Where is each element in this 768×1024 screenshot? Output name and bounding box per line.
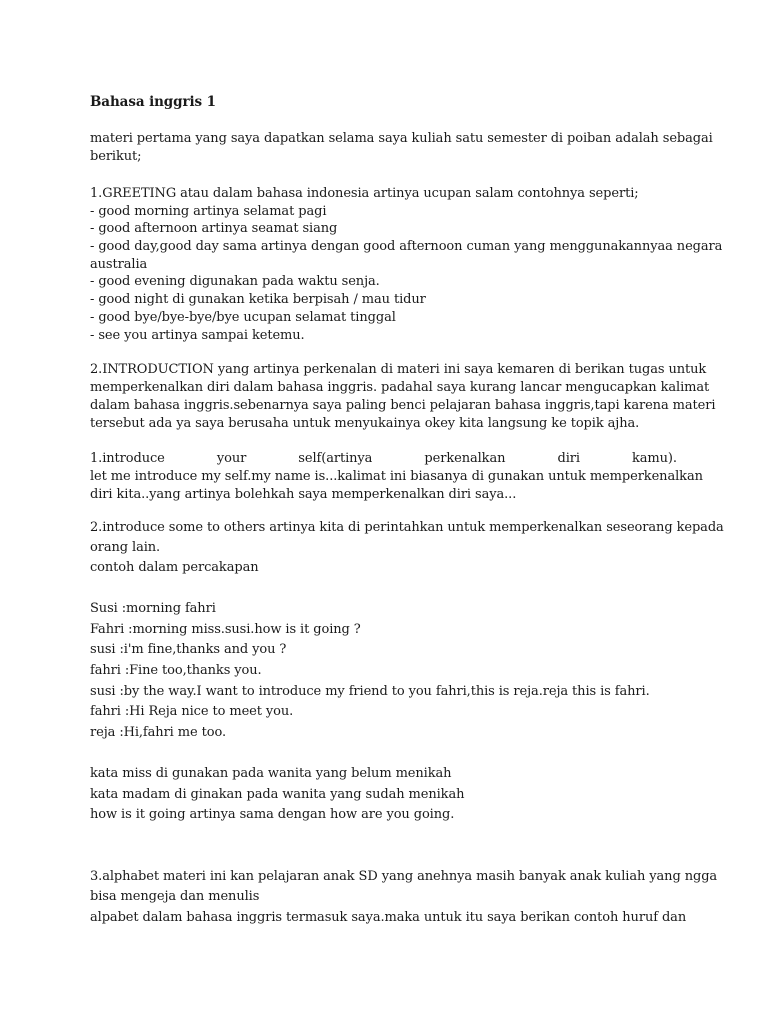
document-title: Bahasa inggris 1 — [90, 94, 216, 110]
heading-word: kamu). — [632, 451, 677, 466]
introduction-paragraph-line: memperkenalkan diri dalam bahasa inggris. padahal saya kurang lancar mengucapkan kalimat — [90, 380, 710, 395]
note-line: kata miss di gunakan pada wanita yang belum menikah — [90, 766, 452, 781]
note-line: kata madam di ginakan pada wanita yang sudah menikah — [90, 787, 465, 802]
intro-line-1: materi pertama yang saya dapatkan selama saya kuliah satu semester di poiban adalah sebagai — [90, 131, 713, 146]
greeting-item-continued: australia — [90, 257, 148, 272]
introduce-self-line: let me introduce my self.my name is...kalimat ini biasanya di gunakan untuk memperkenalkan — [90, 469, 703, 484]
intro-line-2: berikut; — [90, 149, 142, 164]
greeting-item: - see you artinya sampai ketemu. — [90, 328, 305, 343]
heading-word: self(artinya — [298, 451, 373, 466]
introduce-self-line: diri kita..yang artinya bolehkah saya memperkenalkan diri saya... — [90, 487, 517, 502]
heading-word: your — [216, 451, 247, 466]
greeting-heading: 1.GREETING atau dalam bahasa indonesia artinya ucupan salam contohnya seperti; — [90, 186, 639, 201]
introduce-others-line: contoh dalam percakapan — [90, 560, 259, 575]
greeting-item: - good night di gunakan ketika berpisah / mau tidur — [90, 292, 426, 307]
dialogue-line: susi :by the way.I want to introduce my friend to you fahri,this is reja.reja this is fahri. — [90, 684, 650, 699]
alphabet-line: alpabet dalam bahasa inggris termasuk saya.maka untuk itu saya berikan contoh huruf dan — [90, 910, 687, 925]
dialogue-line: susi :i'm fine,thanks and you ? — [90, 642, 287, 657]
dialogue-line: reja :Hi,fahri me too. — [90, 725, 227, 740]
introduce-others-line: 2.introduce some to others artinya kita di perintahkan untuk memperkenalkan seseorang kepada — [90, 520, 724, 535]
alphabet-line: bisa mengeja dan menulis — [90, 889, 260, 904]
heading-word: perkenalkan — [424, 451, 506, 466]
introduce-self-heading — [90, 450, 677, 467]
dialogue-line: Fahri :morning miss.susi.how is it going ? — [90, 622, 361, 637]
dialogue-line: Susi :morning fahri — [90, 601, 216, 616]
introduction-paragraph-line: dalam bahasa inggris.sebenarnya saya paling benci pelajaran bahasa inggris,tapi karena materi — [90, 398, 716, 413]
note-line: how is it going artinya sama dengan how are you going. — [90, 807, 455, 822]
introduction-paragraph-line: tersebut ada ya saya berusaha untuk menyukainya okey kita langsung ke topik ajha. — [90, 416, 640, 431]
greeting-item: - good bye/bye-bye/bye ucupan selamat tinggal — [90, 310, 396, 325]
alphabet-line: 3.alphabet materi ini kan pelajaran anak SD yang anehnya masih banyak anak kuliah yang ngga — [90, 869, 718, 884]
dialogue-line: fahri :Hi Reja nice to meet you. — [90, 704, 294, 719]
heading-word: diri — [557, 451, 580, 466]
introduce-others-line: orang lain. — [90, 540, 161, 555]
introduction-paragraph-line: 2.INTRODUCTION yang artinya perkenalan di materi ini saya kemaren di berikan tugas untuk — [90, 362, 707, 377]
greeting-item: - good afternoon artinya seamat siang — [90, 221, 338, 236]
heading-word: 1.introduce — [90, 451, 165, 466]
dialogue-line: fahri :Fine too,thanks you. — [90, 663, 262, 678]
greeting-item: - good day,good day sama artinya dengan good afternoon cuman yang menggunakannyaa negara — [90, 239, 723, 254]
greeting-item: - good evening digunakan pada waktu senja. — [90, 274, 380, 289]
greeting-item: - good morning artinya selamat pagi — [90, 204, 327, 219]
